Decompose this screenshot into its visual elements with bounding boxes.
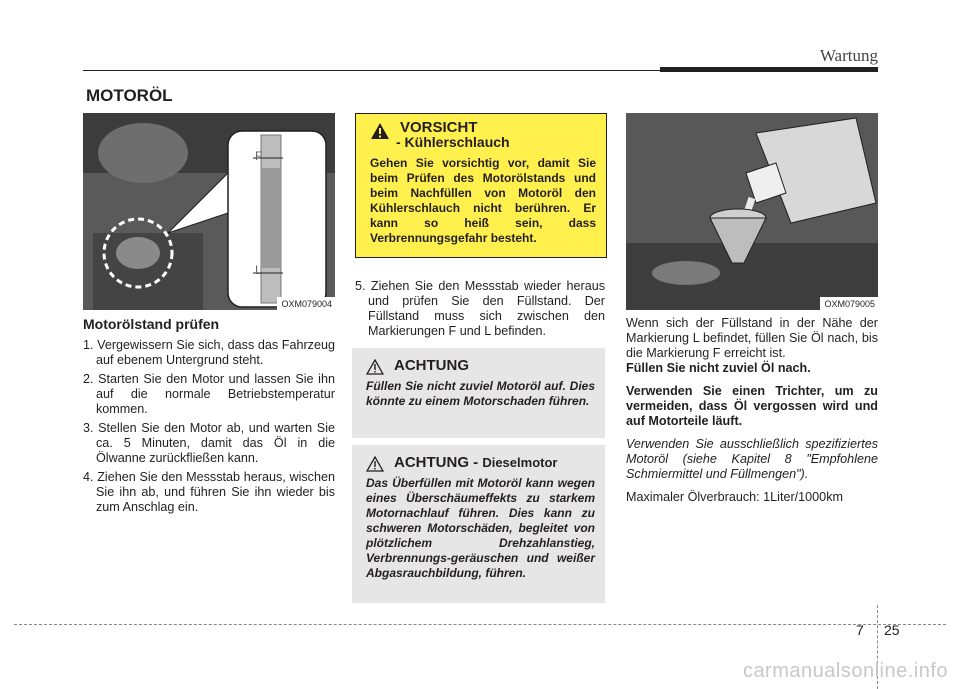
watermark: carmanualsonline.info [742, 660, 948, 682]
step-item: 5. Ziehen Sie den Messstab wieder heraus und prüfen Sie den Füllstand. Der Füllstand muss sich zwischen den Markierungen F und L befinden. [355, 279, 605, 338]
paragraph-fill: Wenn sich der Füllstand in der Nähe der Markierung L befindet, füllen Sie Öl nach, bis die Markierung F erreicht ist. [626, 316, 878, 360]
caution-box [355, 113, 607, 258]
dipstick-photo [83, 113, 335, 310]
procedure-steps [83, 338, 335, 515]
header-accent-bar [660, 67, 878, 72]
page-number: 25 [884, 622, 900, 638]
step-item: 3. Stellen Sie den Motor ab, und warten Sie ca. 5 Minuten, damit das Öl in die Ölwanne zurückfließen kann. [83, 421, 335, 465]
paragraph-oil-consumption: Maximaler Ölverbrauch: 1Liter/1000km [626, 490, 843, 504]
photo-code-left: OXM079004 [277, 297, 335, 310]
caution-body: Gehen Sie vorsichtig vor, damit Sie beim Prüfen des Motorölstands und beim Nachfüllen von Motoröl den Kühlerschlauch nicht berühren. Er kann so heiß sein, dass Verbrennungsgefahr besteht. [370, 156, 596, 245]
caution-subtitle: - Kühlerschlauch [396, 134, 510, 150]
oil-filling-photo [626, 113, 878, 310]
step-item: 4. Ziehen Sie den Messstab heraus, wischen Sie ihn ab, und führen Sie ihn wieder bis zum Anschlag ein. [83, 470, 335, 514]
step-item: 1. Vergewissern Sie sich, dass das Fahrzeug auf ebenem Untergrund steht. [83, 338, 335, 367]
achtung-body: Das Überfüllen mit Motoröl kann wegen eines Überschäumeffekts zu starkem Motornachlauf führen. Dies kann zu schweren Motorschäden, begleitet von plötzlichem Drehzahlanstieg, Verbrennungs-geräuschen und weißer Abgasrauchbildung, führen. [366, 476, 595, 580]
achtung-body: Füllen Sie nicht zuviel Motoröl auf. Dies könnte zu einem Motorschaden führen. [366, 379, 595, 408]
dipstick-illustration [83, 113, 335, 310]
dipstick-mark-f: F [255, 149, 263, 163]
section-title: MOTORÖL [86, 86, 173, 105]
column-3 [626, 316, 878, 513]
caution-title: VORSICHT [400, 119, 478, 136]
header-rule [83, 70, 660, 71]
column-2-step [355, 279, 605, 343]
chapter-number: 7 [856, 622, 864, 638]
column-1 [83, 317, 335, 519]
chapter-header-title: Wartung [819, 46, 878, 65]
paragraph-funnel: Verwenden Sie einen Trichter, um zu vermeiden, dass Öl vergossen wird und auf Motorteile läuft. [626, 384, 878, 428]
dipstick-mark-l: L [255, 263, 262, 277]
footer-rule [14, 624, 946, 625]
warning-triangle-icon [366, 456, 384, 472]
oil-filling-illustration [626, 113, 878, 310]
paragraph-oil-spec: Verwenden Sie ausschließlich spezifiziertes Motoröl (siehe Kapitel 8 "Empfohlene Schmiermittel und Füllmengen"). [626, 437, 878, 481]
subsection-heading: Motorölstand prüfen [83, 316, 220, 332]
achtung-title: ACHTUNG [394, 357, 469, 374]
photo-code-right: OXM079005 [820, 297, 878, 310]
warning-triangle-icon [370, 122, 390, 140]
warning-triangle-icon [366, 359, 384, 375]
achtung-title: ACHTUNG - [394, 454, 479, 471]
achtung-box-overfill [352, 348, 605, 438]
step-item: 2. Starten Sie den Motor und lassen Sie ihn auf die normale Betriebstemperatur kommen. [83, 372, 335, 416]
achtung-subtitle: Dieselmotor [482, 455, 558, 470]
achtung-box-diesel [352, 445, 605, 603]
paragraph-fill-warning: Füllen Sie nicht zuviel Öl nach. [626, 361, 811, 375]
